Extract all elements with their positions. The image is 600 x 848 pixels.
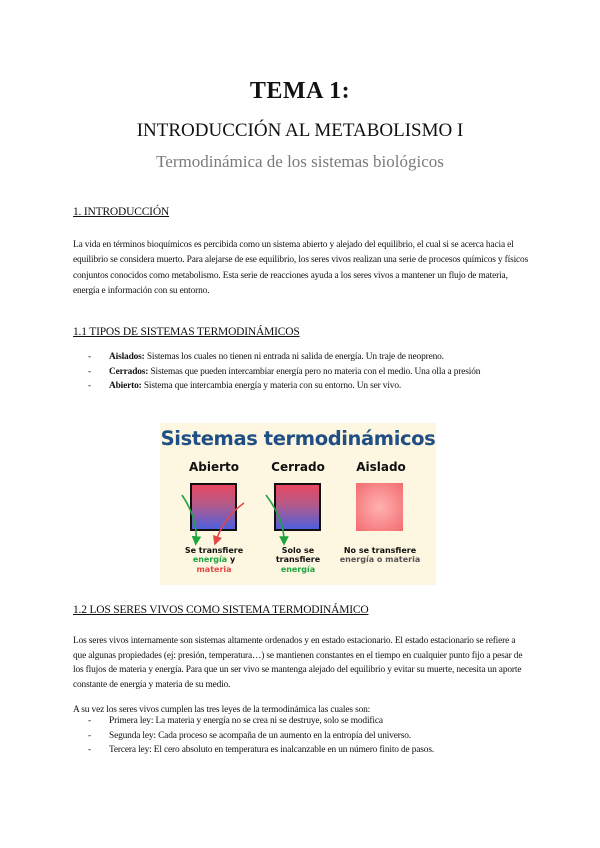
section-heading-introduccion: 1. INTRODUCCIÓN bbox=[73, 206, 170, 218]
figure-caption-abierto bbox=[168, 546, 260, 574]
list-item: - Primera ley: La materia y energía no se crea ni se destruye, solo se modifica bbox=[88, 714, 528, 729]
figure-label-aislado: Aislado bbox=[356, 460, 406, 474]
list-item-text: Sistema que intercambia energía y materia con su entorno. Un ser vivo. bbox=[141, 381, 402, 392]
list-item-term: Cerrados: bbox=[109, 366, 149, 377]
list-item-term: Aislados: bbox=[109, 352, 145, 362]
figure-label-cerrado: Cerrado bbox=[271, 460, 325, 474]
caption-connector: y bbox=[227, 555, 236, 565]
list-item bbox=[88, 350, 528, 365]
caption-line: energía o materia bbox=[339, 555, 421, 565]
section-heading-seres-vivos: 1.2 LOS SERES VIVOS COMO SISTEMA TERMODINÁMICO bbox=[73, 604, 369, 616]
list-item: - Tercera ley: El cero absoluto en temperatura es inalcanzable en un número finito de pasos. bbox=[88, 743, 528, 758]
caption-matter: materia bbox=[196, 564, 232, 574]
thermodynamic-systems-figure bbox=[160, 423, 436, 585]
page-subtitle-secondary: Termodinámica de los sistemas biológicos bbox=[156, 152, 444, 171]
figure-title: Sistemas termodinámicos bbox=[160, 427, 436, 450]
section-heading-tipos-sistemas: 1.1 TIPOS DE SISTEMAS TERMODINÁMICOS bbox=[73, 326, 300, 338]
list-item: - Segunda ley: Cada proceso se acompaña de un aumento en la entropía del universo. bbox=[88, 729, 528, 744]
list-item-text: Sistemas que pueden intercambiar energía pero no materia con el medio. Una olla a presión bbox=[148, 366, 481, 377]
caption-line bbox=[168, 555, 260, 564]
caption-line: Se transfiere bbox=[184, 546, 244, 555]
laws-intro: A su vez los seres vivos cumplen las tres leyes de la termodinámica las cuales son: bbox=[73, 705, 371, 715]
energy-arrow-icon bbox=[266, 495, 284, 541]
figure-caption-aislado bbox=[334, 546, 426, 565]
page-subtitle: INTRODUCCIÓN AL METABOLISMO I bbox=[136, 120, 464, 141]
system-types-list bbox=[88, 350, 528, 394]
figure-caption-cerrado bbox=[252, 546, 344, 574]
list-item-text: Sistemas los cuales no tienen ni entrada ni salida de energía. Un traje de neopreno. bbox=[144, 352, 444, 362]
thermodynamics-laws-list bbox=[88, 714, 528, 758]
page-title: TEMA 1: bbox=[249, 78, 351, 104]
list-item bbox=[88, 365, 528, 380]
intro-paragraph: La vida en términos bioquímicos es percibida como un sistema abierto y alejado del equilibrio, el cual si se acerca hacia el equilibrio se considera muerto. Para alejarse de ese equilibrio, los seres vivos realizan una serie de procesos químicos y físicos conjuntos conocidos como metabolismo. Esta serie de reacciones ayuda a los seres vivos a mantener un flujo de materia, energía e información con su entorno. bbox=[73, 240, 529, 296]
figure-label-abierto: Abierto bbox=[188, 460, 240, 474]
matter-arrow-icon bbox=[216, 503, 244, 541]
list-item bbox=[88, 379, 528, 394]
living-beings-paragraph: Los seres vivos internamente son sistemas altamente ordenados y en estado estacionario. El estado estacionario se refiere a que algunas propiedades (ej: presión, temperatura…) se mantienen constantes en el tiempo en cualquier punto fijo a pesar de los flujos de materia y energía. Para que un ser vivo se mantenga alejado del equilibrio y evitar su muerte, necesita un aporte constante de energía y materia de su medio. bbox=[73, 636, 523, 690]
caption-energy: energía bbox=[280, 564, 316, 574]
caption-line: transfiere bbox=[275, 555, 321, 565]
list-item-term: Abierto: bbox=[109, 381, 142, 392]
caption-line: No se transfiere bbox=[343, 546, 417, 555]
caption-line: Solo se bbox=[281, 546, 315, 555]
caption-energy: energía bbox=[192, 555, 228, 565]
energy-arrow-icon bbox=[182, 495, 196, 541]
